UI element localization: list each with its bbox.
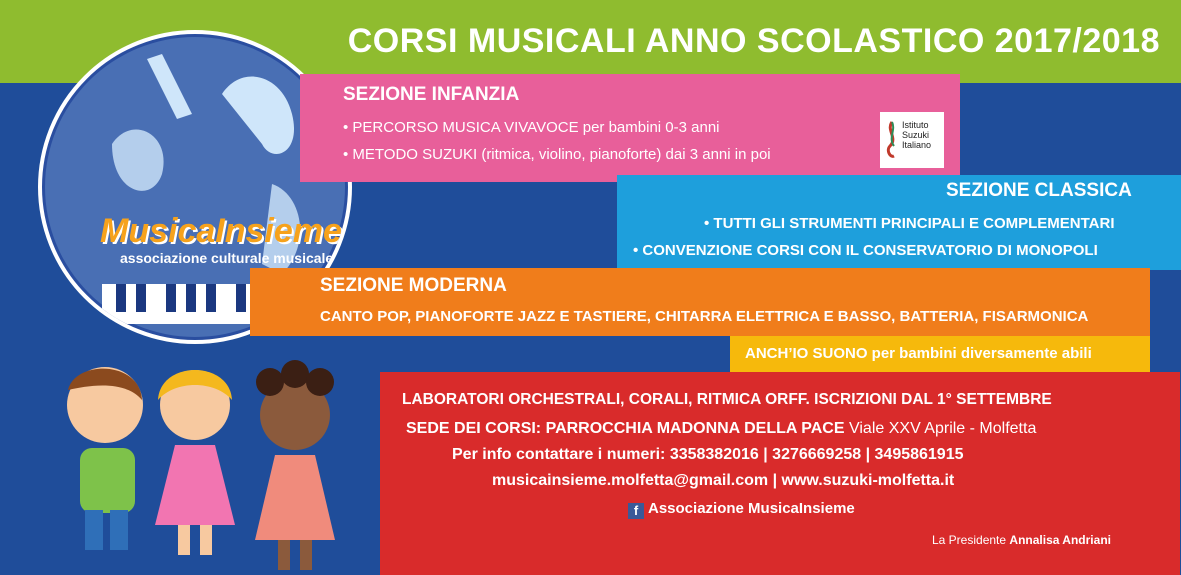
logo-subtitle: associazione culturale musicale: [120, 250, 334, 266]
badge-line: Istituto: [902, 120, 929, 130]
infanzia-heading: SEZIONE INFANZIA: [343, 84, 520, 105]
facebook-icon: f: [628, 503, 644, 519]
facebook-label: Associazione MusicaInsieme: [648, 500, 855, 517]
sede-address: Viale XXV Aprile - Molfetta: [848, 420, 1037, 437]
badge-line: Italiano: [902, 140, 932, 150]
badge-line: Suzuki: [902, 130, 930, 140]
anchio-line: ANCH’IO SUONO per bambini diversamente abili: [745, 345, 1092, 362]
presidente-line: [932, 533, 1111, 547]
classica-item: • CONVENZIONE CORSI CON IL CONSERVATORIO DI MONOPOLI: [633, 242, 1098, 259]
sede-line: [406, 420, 1036, 438]
sede-label: SEDE DEI CORSI: PARROCCHIA MADONNA DELLA PACE: [406, 420, 845, 437]
facebook-link[interactable]: [628, 500, 855, 519]
suzuki-badge: [880, 112, 944, 168]
contatti-line: Per info contattare i numeri: 3358382016 | 3276669258 | 3495861915: [452, 446, 964, 463]
infanzia-item: • PERCORSO MUSICA VIVAVOCE per bambini 0-3 anni: [343, 119, 720, 136]
page-title: CORSI MUSICALI ANNO SCOLASTICO 2017/2018: [347, 22, 1160, 60]
kids-illustration: [30, 360, 370, 575]
classica-heading: SEZIONE CLASSICA: [946, 180, 1132, 201]
laboratori-line: LABORATORI ORCHESTRALI, CORALI, RITMICA ORFF. ISCRIZIONI DAL 1° SETTEMBRE: [402, 391, 1052, 408]
classica-item: • TUTTI GLI STRUMENTI PRINCIPALI E COMPLEMENTARI: [704, 215, 1115, 232]
web-line: musicainsieme.molfetta@gmail.com | www.suzuki-molfetta.it: [492, 472, 955, 489]
logo-name: MusicaInsieme: [100, 212, 342, 250]
presidente-name: Annalisa Andriani: [1009, 533, 1111, 547]
infanzia-item: • METODO SUZUKI (ritmica, violino, pianoforte) dai 3 anni in poi: [343, 146, 771, 163]
moderna-heading: SEZIONE MODERNA: [320, 275, 507, 296]
moderna-line: CANTO POP, PIANOFORTE JAZZ E TASTIERE, CHITARRA ELETTRICA E BASSO, BATTERIA, FISARMONICA: [320, 308, 1089, 325]
presidente-label: La Presidente: [932, 533, 1007, 547]
violin-icon: [882, 120, 902, 160]
